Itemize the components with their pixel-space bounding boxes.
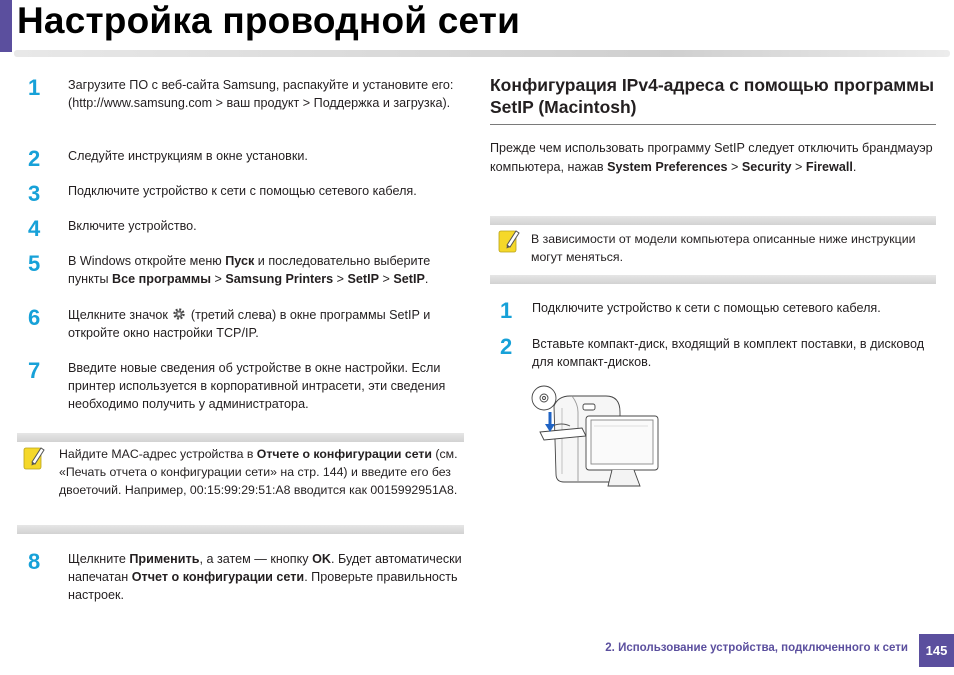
- step-number: 4: [28, 216, 41, 241]
- step-text: Загрузите ПО с веб-сайта Samsung, распакуйте и установите его: (http://www.samsung.com > ваш продукт > Поддержка и загрузка).: [68, 78, 454, 110]
- step-number: 6: [28, 305, 41, 330]
- step-4: [28, 217, 464, 241]
- step-3: [28, 182, 464, 206]
- step-text: Щелкните Применить, а затем — кнопку OK. Будет автоматически напечатан Отчет о конфигурации сети. Проверьте правильность настроек.: [68, 552, 462, 602]
- section-heading: Конфигурация IPv4-адреса с помощью программы SetIP (Macintosh): [490, 75, 935, 117]
- step-number: 2: [28, 146, 41, 171]
- step-8: [28, 550, 464, 604]
- settings-gear-icon: [172, 307, 186, 321]
- section-intro: Прежде чем использовать программу SetIP следует отключить брандмауэр компьютера, нажав System Preferences > Security > Firewall.: [490, 141, 933, 174]
- page-title: Настройка проводной сети: [17, 0, 521, 41]
- step-2: [28, 147, 464, 171]
- mac-note-box: [490, 216, 936, 284]
- note-box: [17, 433, 464, 534]
- note-text: Найдите MAC-адрес устройства в Отчете о конфигурации сети (см. «Печать отчета о конфигурации сети» на стр. 144) и введите его без двоеточий. Например, 00:15:99:29:51:A8 вводится как 0015992951A8.: [59, 447, 458, 497]
- step-text: Вставьте компакт-диск, входящий в комплект поставки, в дисковод для компакт-дисков.: [532, 337, 925, 369]
- step-number: 1: [500, 298, 513, 323]
- step-text: Подключите устройство к сети с помощью сетевого кабеля.: [68, 184, 417, 198]
- note-pencil-icon: [498, 228, 520, 254]
- note-top-bar: [490, 216, 936, 225]
- step-text: Щелкните значок (третий слева) в окне программы SetIP и откройте окно настройки TCP/IP.: [68, 308, 431, 340]
- note-pencil-icon: [23, 445, 45, 471]
- step-number: 2: [500, 334, 513, 359]
- step-6: [28, 306, 464, 342]
- section-divider: [490, 124, 936, 125]
- step-number: 3: [28, 181, 41, 206]
- step-5: [28, 252, 464, 288]
- mac-cd-insert-illustration: [528, 382, 660, 492]
- step-number: 5: [28, 251, 41, 276]
- step-1: [28, 76, 464, 112]
- note-bottom-bar: [490, 275, 936, 284]
- title-accent-bar: [0, 0, 12, 52]
- note-bottom-bar: [17, 525, 464, 534]
- step-text: В Windows откройте меню Пуск и последовательно выберите пункты Все программы > Samsung Printers > SetIP > SetIP.: [68, 254, 431, 286]
- footer-chapter: 2. Использование устройства, подключенного к сети: [605, 642, 908, 654]
- step-number: 7: [28, 358, 41, 383]
- mac-step-2: [500, 335, 936, 371]
- step-text: Включите устройство.: [68, 219, 197, 233]
- step-text: Следуйте инструкциям в окне установки.: [68, 149, 308, 163]
- page-number-badge: 145: [919, 634, 954, 667]
- step-text: Подключите устройство к сети с помощью сетевого кабеля.: [532, 301, 881, 315]
- mac-step-1: [500, 299, 936, 323]
- title-divider: [14, 50, 950, 57]
- step-number: 1: [28, 75, 41, 100]
- step-text: Введите новые сведения об устройстве в окне настройки. Если принтер используется в корпоративной интрасети, эти сведения необходимо получить у администратора.: [68, 361, 446, 411]
- step-7: [28, 359, 464, 413]
- step-number: 8: [28, 549, 41, 574]
- note-text: В зависимости от модели компьютера описанные ниже инструкции могут меняться.: [531, 232, 916, 264]
- note-top-bar: [17, 433, 464, 442]
